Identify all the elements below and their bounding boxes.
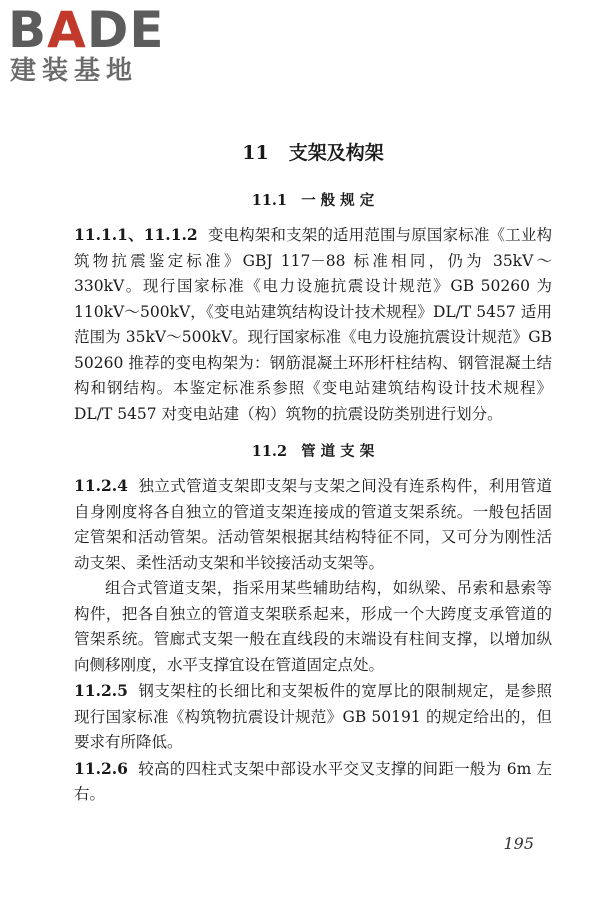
paragraph-11-2-6 xyxy=(74,756,552,808)
section-heading-11-1 xyxy=(74,190,552,212)
chapter-title: 支架及构架 xyxy=(288,142,384,164)
paragraph-combined-support xyxy=(74,576,552,678)
bade-logo xyxy=(8,1,178,86)
paragraph-text: 变电构架和支架的适用范围与原国家标准《工业构筑物抗震鉴定标准》GBJ 117－88 标准相同，仍为 35kV～330kV。现行国家标准《电力设施抗震设计规范》GB 50260 为 110kV～500kV，《变电站建筑结构设计技术规程》DL/T 5457 适用范围为 35kV～500kV。现行国家标准《电力设施抗震设计规范》GB 50260 推荐的变电构架为：钢筋混凝土环形杆柱结构、钢管混凝土结构和钢结构。本鉴定标准系参照《变电站建筑结构设计技术规程》DL/T 5457 对变电站建（构）筑物的抗震设防类别进行划分。 xyxy=(74,226,552,423)
chapter-heading xyxy=(74,138,552,168)
paragraph-11-2-5 xyxy=(74,678,552,756)
clause-number: 11.2.4 xyxy=(74,476,128,495)
clause-number: 11.1.1、11.1.2 xyxy=(74,225,198,244)
clause-number: 11.2.5 xyxy=(74,681,128,700)
clause-number: 11.2.6 xyxy=(74,758,128,778)
section-number: 11.1 xyxy=(251,192,288,209)
paragraph-11-2-4 xyxy=(74,473,552,576)
paragraph-text: 钢支架柱的长细比和支架板件的宽厚比的限制规定，是参照现行国家标准《构筑物抗震设计规范》GB 50191 的规定给出的，但要求有所降低。 xyxy=(74,682,552,751)
logo-subtitle: 建装基地 xyxy=(10,56,139,86)
paragraph-text: 组合式管道支架，指采用某些辅助结构，如纵梁、吊索和悬索等构件，把各自独立的管道支架联系起来，形成一个大跨度支承管道的管架系统。管廊式支架一般在直线段的末端设有柱间支撑，以增加纵向侧移刚度，水平支撑宜设在管道固定点处。 xyxy=(74,579,552,674)
paragraph-11-1-1 xyxy=(74,222,552,427)
paragraph-text: 较高的四柱式支架中部设水平交叉支撑的间距一般为 6m 左右。 xyxy=(74,759,552,803)
section-title: 一 般 规 定 xyxy=(301,192,375,209)
paragraph-text: 独立式管道支架即支架与支架之间没有连系构件，利用管道自身刚度将各自独立的管道支架连接成的管道支架系统。一般包括固定管架和活动管架。活动管架根据其结构特征不同，又可分为刚性活动支架、柔性活动支架和半铰接活动支架等。 xyxy=(74,477,552,572)
section-number: 11.2 xyxy=(251,443,288,460)
section-title: 管 道 支 架 xyxy=(301,443,375,460)
logo-wordmark: BADE xyxy=(8,1,165,59)
chapter-number: 11 xyxy=(242,142,269,164)
page-content xyxy=(74,138,552,808)
page-number: 195 xyxy=(503,834,534,853)
section-heading-11-2 xyxy=(74,441,552,463)
